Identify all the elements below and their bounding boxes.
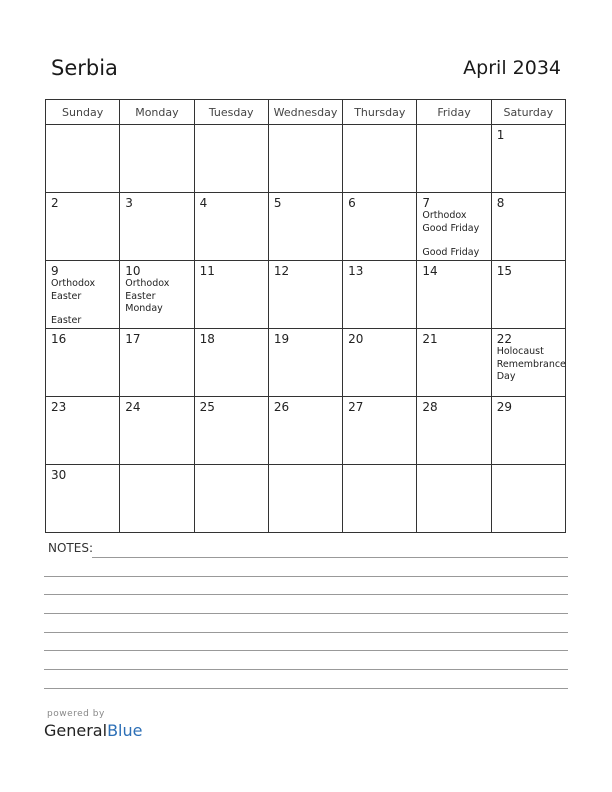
weekday-header: Sunday — [46, 100, 120, 125]
day-cell[interactable] — [194, 465, 268, 533]
day-number: 12 — [273, 264, 290, 278]
day-cell[interactable] — [417, 261, 491, 329]
weekday-header: Thursday — [343, 100, 417, 125]
day-number: 4 — [199, 196, 208, 210]
holiday-label: Holocaust Remembrance Day — [496, 346, 566, 382]
day-number: 18 — [199, 332, 215, 346]
weekday-header: Saturday — [491, 100, 565, 125]
day-cell[interactable] — [46, 125, 120, 193]
weekday-header: Friday — [417, 100, 491, 125]
day-cell[interactable] — [491, 261, 565, 329]
day-cell[interactable] — [343, 261, 417, 329]
day-cell[interactable] — [46, 397, 120, 465]
brand-blue: Blue — [107, 721, 143, 740]
day-number: 21 — [422, 332, 438, 346]
day-cell[interactable] — [343, 329, 417, 397]
day-number: 15 — [496, 264, 512, 278]
day-number: 16 — [51, 332, 67, 346]
weekday-header: Monday — [120, 100, 194, 125]
day-number: 11 — [199, 264, 215, 278]
day-number: 13 — [348, 264, 364, 278]
day-number: 6 — [348, 196, 356, 210]
note-line — [44, 632, 568, 633]
day-cell[interactable] — [268, 329, 342, 397]
calendar-grid — [45, 99, 566, 533]
note-line — [44, 613, 568, 614]
day-cell[interactable] — [46, 193, 120, 261]
day-cell[interactable] — [194, 125, 268, 193]
day-cell[interactable] — [491, 397, 565, 465]
day-cell[interactable] — [268, 397, 342, 465]
day-number: 14 — [422, 264, 438, 278]
day-cell[interactable] — [194, 397, 268, 465]
day-cell[interactable] — [46, 465, 120, 533]
weekday-header: Wednesday — [268, 100, 342, 125]
day-number: 2 — [51, 196, 59, 210]
day-cell[interactable] — [343, 397, 417, 465]
day-number: 24 — [125, 400, 141, 414]
week-row — [46, 125, 566, 193]
day-number: 30 — [51, 468, 67, 482]
day-number: 19 — [273, 332, 290, 346]
week-row — [46, 465, 566, 533]
day-cell[interactable] — [343, 125, 417, 193]
weekday-header: Tuesday — [194, 100, 268, 125]
week-row — [46, 329, 566, 397]
day-number: 5 — [273, 196, 282, 210]
note-line — [92, 557, 568, 558]
day-cell[interactable] — [417, 125, 491, 193]
day-cell[interactable] — [491, 125, 565, 193]
day-number: 1 — [496, 128, 505, 142]
day-number: 3 — [125, 196, 133, 210]
day-number: 28 — [422, 400, 438, 414]
day-number: 25 — [199, 400, 215, 414]
day-cell[interactable] — [120, 193, 194, 261]
day-number: 20 — [348, 332, 364, 346]
powered-by-text: powered by — [47, 709, 105, 719]
day-number: 9 — [51, 264, 59, 278]
day-cell[interactable] — [120, 261, 194, 329]
day-cell[interactable] — [120, 465, 194, 533]
note-line — [44, 688, 568, 689]
day-number: 8 — [496, 196, 505, 210]
week-row — [46, 193, 566, 261]
day-number: 22 — [496, 332, 512, 346]
day-number: 10 — [125, 264, 141, 278]
day-cell[interactable] — [417, 329, 491, 397]
day-number: 29 — [496, 400, 512, 414]
note-line — [44, 594, 568, 595]
weekday-header-row — [46, 100, 566, 125]
day-cell[interactable] — [343, 193, 417, 261]
day-cell[interactable] — [491, 465, 565, 533]
day-cell[interactable] — [417, 465, 491, 533]
day-cell[interactable] — [268, 125, 342, 193]
holiday-label: Good Friday — [422, 247, 480, 258]
day-cell[interactable] — [491, 193, 565, 261]
day-number: 17 — [125, 332, 141, 346]
day-cell[interactable] — [343, 465, 417, 533]
holiday-label: Orthodox Good Friday — [422, 210, 480, 234]
day-cell[interactable] — [120, 329, 194, 397]
day-cell[interactable] — [417, 193, 491, 261]
week-row — [46, 397, 566, 465]
day-cell[interactable] — [491, 329, 565, 397]
country-title: Serbia — [51, 56, 118, 80]
day-number: 26 — [273, 400, 290, 414]
holiday-label: Orthodox Easter Monday — [125, 278, 170, 314]
holiday-label: Orthodox Easter — [51, 278, 96, 302]
day-number: 7 — [422, 196, 431, 210]
note-line — [44, 576, 568, 577]
day-cell[interactable] — [194, 193, 268, 261]
holiday-label: Easter — [51, 315, 82, 326]
day-number: 27 — [348, 400, 364, 414]
day-cell[interactable] — [194, 329, 268, 397]
day-cell[interactable] — [46, 329, 120, 397]
day-cell[interactable] — [120, 397, 194, 465]
notes-label: NOTES: — [48, 541, 93, 555]
day-cell[interactable] — [46, 261, 120, 329]
brand-general: General — [44, 721, 108, 740]
day-cell[interactable] — [120, 125, 194, 193]
day-number: 23 — [51, 400, 67, 414]
day-cell[interactable] — [417, 397, 491, 465]
brand-logo[interactable] — [44, 721, 142, 740]
day-cell[interactable] — [194, 261, 268, 329]
day-cell[interactable] — [268, 465, 342, 533]
note-line — [44, 650, 568, 651]
day-cell[interactable] — [268, 261, 342, 329]
month-title: April 2034 — [463, 57, 561, 79]
week-row — [46, 261, 566, 329]
day-cell[interactable] — [268, 193, 342, 261]
note-line — [44, 669, 568, 670]
